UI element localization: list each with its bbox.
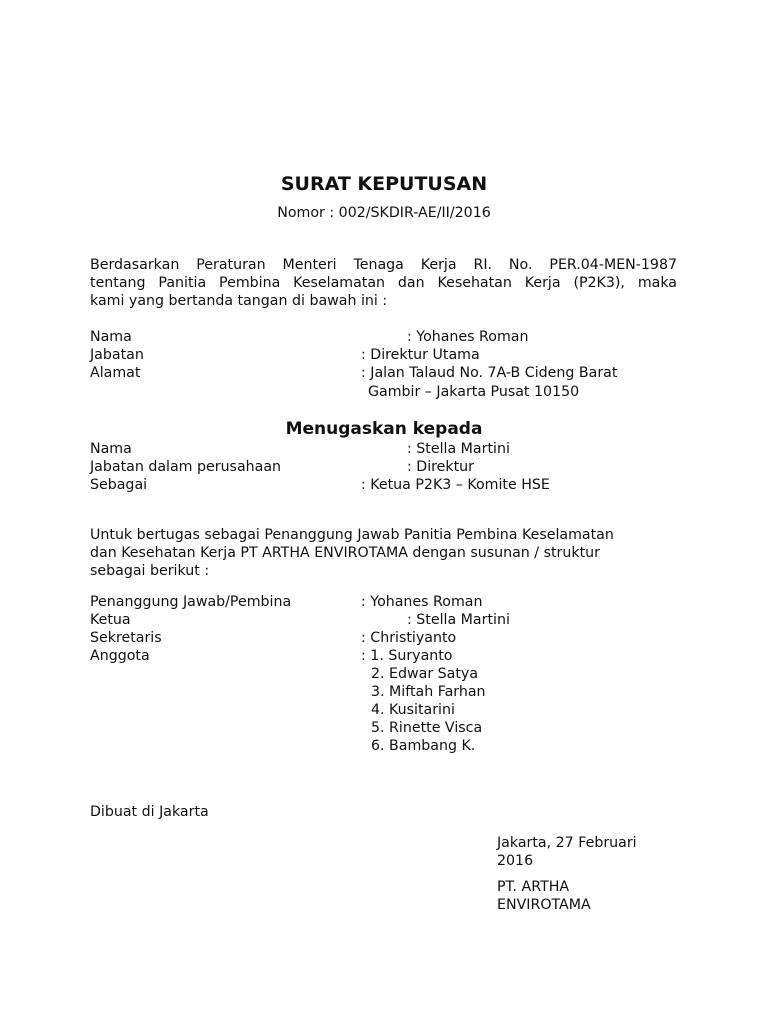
structure-anggota-6: 6. Bambang K. bbox=[371, 738, 476, 754]
document-number: Nomor : 002/SKDIR-AE/II/2016 bbox=[277, 205, 491, 221]
signer-nama-label: Nama bbox=[90, 329, 132, 345]
task-line-2: dan Kesehatan Kerja PT ARTHA ENVIROTAMA dengan susunan / struktur bbox=[90, 545, 600, 561]
signer-jabatan-label: Jabatan bbox=[90, 347, 144, 363]
signer-alamat-label: Alamat bbox=[90, 365, 141, 381]
structure-sekretaris-value: : Christiyanto bbox=[361, 630, 457, 646]
structure-pj-label: Penanggung Jawab/Pembina bbox=[90, 594, 292, 610]
assignee-nama-value: : Stella Martini bbox=[407, 441, 510, 457]
intro-line-3: kami yang bertanda tangan di bawah ini : bbox=[90, 293, 388, 309]
structure-ketua-label: Ketua bbox=[90, 612, 131, 628]
document-title: SURAT KEPUTUSAN bbox=[280, 173, 488, 195]
company-line-2: ENVIROTAMA bbox=[497, 897, 591, 913]
structure-anggota-2: 2. Edwar Satya bbox=[371, 666, 479, 682]
assignee-nama-label: Nama bbox=[90, 441, 132, 457]
task-line-3: sebagai berikut : bbox=[90, 563, 210, 579]
signer-jabatan-value: : Direktur Utama bbox=[361, 347, 480, 363]
task-line-1: Untuk bertugas sebagai Penanggung Jawab Panitia Pembina Keselamatan bbox=[90, 527, 614, 543]
signer-alamat-value-2: Gambir – Jakarta Pusat 10150 bbox=[368, 384, 580, 400]
structure-anggota-3: 3. Miftah Farhan bbox=[371, 684, 486, 700]
date-line-1: Jakarta, 27 Februari bbox=[497, 835, 637, 851]
section-title: Menugaskan kepada bbox=[285, 419, 483, 439]
intro-line-2: tentang Panitia Pembina Keselamatan dan Kesehatan Kerja (P2K3), maka bbox=[90, 275, 677, 291]
structure-sekretaris-label: Sekretaris bbox=[90, 630, 162, 646]
structure-anggota-1: : 1. Suryanto bbox=[361, 648, 453, 664]
assignee-jabatan-value: : Direktur bbox=[407, 459, 475, 475]
date-line-2: 2016 bbox=[497, 853, 534, 869]
company-line-1: PT. ARTHA bbox=[497, 879, 570, 895]
structure-anggota-label: Anggota bbox=[90, 648, 150, 664]
signer-nama-value: : Yohanes Roman bbox=[407, 329, 529, 345]
structure-ketua-value: : Stella Martini bbox=[407, 612, 510, 628]
assignee-sebagai-value: : Ketua P2K3 – Komite HSE bbox=[361, 477, 550, 493]
structure-pj-value: : Yohanes Roman bbox=[361, 594, 483, 610]
place-of-issue: Dibuat di Jakarta bbox=[90, 804, 209, 820]
assignee-sebagai-label: Sebagai bbox=[90, 477, 148, 493]
intro-paragraph bbox=[90, 256, 677, 310]
assignee-jabatan-label: Jabatan dalam perusahaan bbox=[90, 459, 282, 475]
intro-line-1: Berdasarkan Peraturan Menteri Tenaga Kerja RI. No. PER.04-MEN-1987 bbox=[90, 257, 677, 273]
structure-anggota-5: 5. Rinette Visca bbox=[371, 720, 483, 736]
structure-anggota-4: 4. Kusitarini bbox=[371, 702, 455, 718]
task-paragraph bbox=[90, 526, 677, 580]
signer-alamat-value-1: : Jalan Talaud No. 7A-B Cideng Barat bbox=[361, 365, 618, 381]
